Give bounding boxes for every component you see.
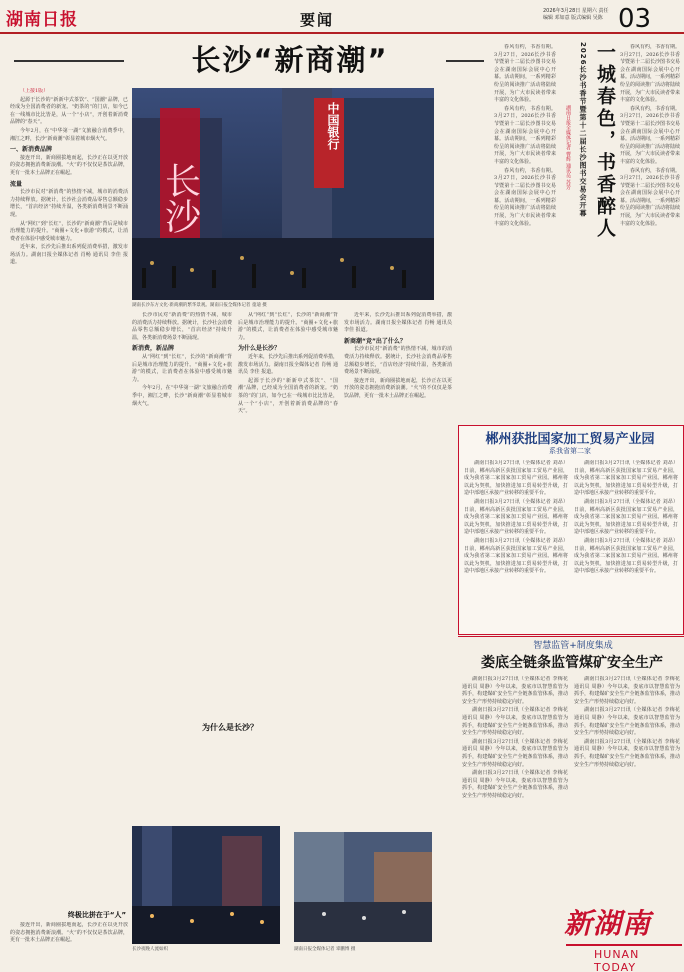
paragraph: 春风有约，书香有期。3月27日，2026长沙书香节暨第十二届长沙图书交易会在湖南国际会展中心开幕。活动期间，一系列精彩纷呈的阅读推广活动将陆续开展，为广大市民读者带来丰富的文化体验。 [494,105,556,165]
bottom-text-left [462,676,568,972]
paragraph: 湖南日报3月27日讯（全媒体记者 刘昂）日前，郴州高新区获批国家加工贸易产业园，成为我省第二家国家加工贸易产业园。郴州将以此为契机，加快推进加工贸易转型升级，打造中部地区承接产业转移的重要平台。 [464,537,568,575]
article-column-2 [132,312,232,722]
bottom-title: 娄底全链条监管煤矿安全生产 [481,655,663,671]
page-number: 03 [618,4,652,34]
paragraph: 从“网红”到“长红”，长沙的“新商潮”背后是城市治理能力的提升。“商圈+文化+旅游”的模式，让消费者在体验中感受城市魅力。 [238,312,338,341]
paragraph: 湖南日报3月27日讯（全媒体记者 李梅花 通讯员 周静）今年以来，娄底市以智慧监管为抓手，构建煤矿安全生产全链条监管体系，推动安全生产形势持续稳定向好。 [574,676,680,705]
paragraph: 近年来，长沙先后推出系列促消费举措，激发市场活力。湖南日报全媒体记者 肖畅 通讯员 李佳 报道。 [238,353,338,376]
headline-rule-right [446,60,484,62]
paragraph: 春风有约，书香有期。3月27日，2026长沙书香节暨第十二届长沙图书交易会在湖南国际会展中心开幕。活动期间，一系列精彩纷呈的阅读推广活动将陆续开展，为广大市民读者带来丰富的文化体验。 [494,44,556,104]
paragraph: 湖南日报3月27日讯（全媒体记者 李梅花 通讯员 周静）今年以来，娄底市以智慧监管为抓手，构建煤矿安全生产全链条监管体系，推动安全生产形势持续稳定向好。 [462,770,568,799]
paragraph: 湖南日报3月27日讯（全媒体记者 李梅花 通讯员 周静）今年以来，娄底市以智慧监管为抓手，构建煤矿安全生产全链条监管体系，推动安全生产形势持续稳定向好。 [462,676,568,705]
paragraph: 湖南日报3月27日讯（全媒体记者 李梅花 通讯员 周静）今年以来，娄底市以智慧监管为抓手，构建煤矿安全生产全链条监管体系，推动安全生产形势持续稳定向好。 [462,738,568,768]
left-photo-caption: 长沙夜晚人流如织 [132,947,168,952]
photo-neon-sign: 长沙 [159,162,201,234]
column-subhead: 新消费，新品牌 [132,345,175,353]
sub-headline: 终极比拼在于“人” [67,911,127,919]
bottom-text-right [574,676,680,896]
paragraph: 湖南日报3月27日讯（全媒体记者 刘昂）日前，郴州高新区获批国家加工贸易产业园，成为我省第二家国家加工贸易产业园。郴州将以此为契机，加快推进加工贸易转型升级，打造中部地区承接产业转移的重要平台。 [574,537,678,575]
column-subhead: 为什么是长沙？ [238,345,281,353]
section-title: 要闻 [300,11,335,29]
headline-rule-left [14,60,124,62]
article-column-4 [344,312,452,832]
paragraph: 从“网红”到“长红”，长沙的“新商潮”背后是城市治理能力的提升。“商圈+文化+旅游”的模式，让消费者在体验中感受城市魅力。 [10,220,128,242]
paragraph: 春风有约，书香有期。3月27日，2026长沙书香节暨第十二届长沙图书交易会在湖南国际会展中心开幕。活动期间，一系列精彩纷呈的阅读推广活动将陆续开展，为广大市民读者带来丰富的文化体验。 [620,167,680,227]
paragraph: 湖南日报3月27日讯（全媒体记者 李梅花 通讯员 周静）今年以来，娄底市以智慧监管为抓手，构建煤矿安全生产全链条监管体系，推动安全生产形势持续稳定向好。 [574,738,680,768]
column-subhead: 新商潮“竞”出了什么？ [344,337,406,345]
paragraph: 长沙市民对“新消费”的热情不减，城市的消费活力持续释放。据统计，长沙社会消费品零售总额稳步增长，“首店经济”持续升温，各类新消费场景不断涌现。 [10,189,128,218]
paragraph: 接连开出，新商圈拔地而起，长沙正在以更开放的姿态拥抱消费新浪潮。“火”的不仅仅是茶饮品牌，更有一批本土品牌正在崛起。 [344,377,452,399]
column-subhead: 一、新消费品牌 [10,146,53,154]
box-text-left [464,460,568,630]
paragraph: 从“网红”到“长红”，长沙的“新商潮”背后是城市治理能力的提升。“商圈+文化+旅游”的模式，让消费者在体验中感受城市魅力。 [132,353,232,383]
paragraph: 湖南日报3月27日讯（全媒体记者 刘昂）日前，郴州高新区获批国家加工贸易产业园，成为我省第二家国家加工贸易产业园。郴州将以此为契机，加快推进加工贸易转型升级，打造中部地区承接产业转移的重要平台。 [574,460,678,497]
article-column-1 [10,88,128,918]
box-title: 郴州获批国家加工贸易产业园 [485,432,655,447]
bank-sign: 中国银行 [326,102,340,150]
right-article-text [620,44,680,420]
vertical-kicker: 2026长沙书香节暨第十二届长沙图书交易会开幕 [579,42,587,218]
paragraph: 湖南日报3月27日讯（全媒体记者 李梅花 通讯员 周静）今年以来，娄底市以智慧监管为抓手，构建煤矿安全生产全链条监管体系，推动安全生产形势持续稳定向好。 [574,707,680,737]
header-info: 2026年3月28日 星期六 责任编辑 邓如意 版式编辑 吴陈 [543,8,609,21]
paragraph: 近年来，长沙先后推出系列促消费举措，激发市场活力。湖南日报全媒体记者 肖畅 通讯员 李佳 报道。 [344,312,452,334]
street-photo-right [294,832,432,942]
paragraph: 接连开出，新商圈拔地而起，长沙正在以更开放的姿态拥抱消费新浪潮。“火”的不仅仅是茶饮品牌，更有一批本土品牌正在崛起。 [10,154,128,176]
article-column-3 [238,312,338,832]
paragraph: 起源于长沙的“新新中式茶饮”、“国潮”品牌，已经成为全国消费者的新宠。“奶茶的”的门店，如今已在一线城市比比皆是，从一个“小店”，开创着新消费品牌的“春天”。 [238,377,338,415]
sub-headline: 为什么是长沙？ [202,723,258,732]
paragraph: 今年2月，在“中华第一湖”文旅融合消费季中，湘江之畔，长沙“新商潮”彰显着城市烟火气。 [10,127,128,142]
paragraph: 起源于长沙的“新新中式茶饮”、“国潮”品牌，已经成为全国消费者的新宠。“奶茶的”的门店，如今已在一线城市比比皆是，从一个“小店”，开创着新消费品牌的“春天”。 [10,96,128,126]
main-photo [132,88,434,300]
watermark-subtitle: HUNAN TODAY [594,948,640,972]
box-text-right [574,460,678,630]
lead-marker: （上接1版） [20,88,49,94]
right-article-text-left [494,44,556,420]
paragraph: 春风有约，书香有期。3月27日，2026长沙书香节暨第十二届长沙图书交易会在湖南国际会展中心开幕。活动期间，一系列精彩纷呈的阅读推广活动将陆续开展，为广大市民读者带来丰富的文化体验。 [620,44,680,104]
column-subhead: 流量 [10,180,23,188]
paragraph: 接连开出，新商圈拔地而起，长沙正在以更开放的姿态拥抱消费新浪潮。“火”的不仅仅是茶饮品牌，更有一批本土品牌正在崛起。 [10,922,128,944]
watermark-rule [566,944,682,946]
vertical-headline: 一城春色，书香醉人 [594,42,616,240]
section-divider [458,636,684,637]
paragraph: 湖南日报3月27日讯（全媒体记者 刘昂）日前，郴州高新区获批国家加工贸易产业园，成为我省第二家国家加工贸易产业园。郴州将以此为契机，加快推进加工贸易转型升级，打造中部地区承接产业转移的重要平台。 [464,498,568,536]
street-photo-left [132,826,280,944]
right-photo-caption: 湖南日报全媒体记者 辜鹏博 摄 [294,947,356,952]
article-column-1-tail [10,922,128,970]
newspaper-logo: 湖南日报 [6,10,78,30]
paragraph: 长沙市民对“新消费”的热情不减，城市的消费活力持续释放。据统计，长沙社会消费品零售总额稳步增长，“首店经济”持续升温，各类新消费场景不断涌现。 [132,312,232,341]
paragraph: 长沙市民对“新消费”的热情不减，城市的消费活力持续释放。据统计，长沙社会消费品零售总额稳步增长，“首店经济”持续升温，各类新消费场景不断涌现。 [344,346,452,376]
paragraph: 春风有约，书香有期。3月27日，2026长沙书香节暨第十二届长沙图书交易会在湖南国际会展中心开幕。活动期间，一系列精彩纷呈的阅读推广活动将陆续开展，为广大市民读者带来丰富的文化体验。 [620,105,680,165]
paragraph: 今年2月，在“中华第一湖”文旅融合消费季中，湘江之畔，长沙“新商潮”彰显着城市烟火气。 [132,385,232,407]
paragraph: 湖南日报3月27日讯（全媒体记者 李梅花 通讯员 周静）今年以来，娄底市以智慧监管为抓手，构建煤矿安全生产全链条监管体系，推动安全生产形势持续稳定向好。 [462,707,568,737]
box-subtitle: 系我省第二家 [549,447,591,455]
paragraph: 春风有约，书香有期。3月27日，2026长沙书香节暨第十二届长沙图书交易会在湖南国际会展中心开幕。活动期间，一系列精彩纷呈的阅读推广活动将陆续开展，为广大市民读者带来丰富的文化体验。 [494,167,556,227]
vertical-byline: 湖南日报全媒体记者 曹辉 通讯员 苏芳 [565,105,571,190]
paragraph: 湖南日报3月27日讯（全媒体记者 刘昂）日前，郴州高新区获批国家加工贸易产业园，成为我省第二家国家加工贸易产业园。郴州将以此为契机，加快推进加工贸易转型升级，打造中部地区承接产业转移的重要平台。 [574,498,678,536]
watermark-logo: 新湖南 [564,907,652,940]
bottom-kicker: 智慧监管+制度集成 [533,641,613,651]
paragraph: 近年来，长沙先后推出系列促消费举措，激发市场活力。湖南日报全媒体记者 肖畅 通讯员 李佳 报道。 [10,244,128,266]
main-headline: 长沙“新商潮” [191,43,389,77]
main-photo-caption: 湖南长沙东方文化·新商潮的繁华景观。湖南日报全媒体记者 童迪 摄 [132,303,267,308]
paragraph: 湖南日报3月27日讯（全媒体记者 刘昂）日前，郴州高新区获批国家加工贸易产业园，成为我省第二家国家加工贸易产业园。郴州将以此为契机，加快推进加工贸易转型升级，打造中部地区承接产业转移的重要平台。 [464,460,568,497]
